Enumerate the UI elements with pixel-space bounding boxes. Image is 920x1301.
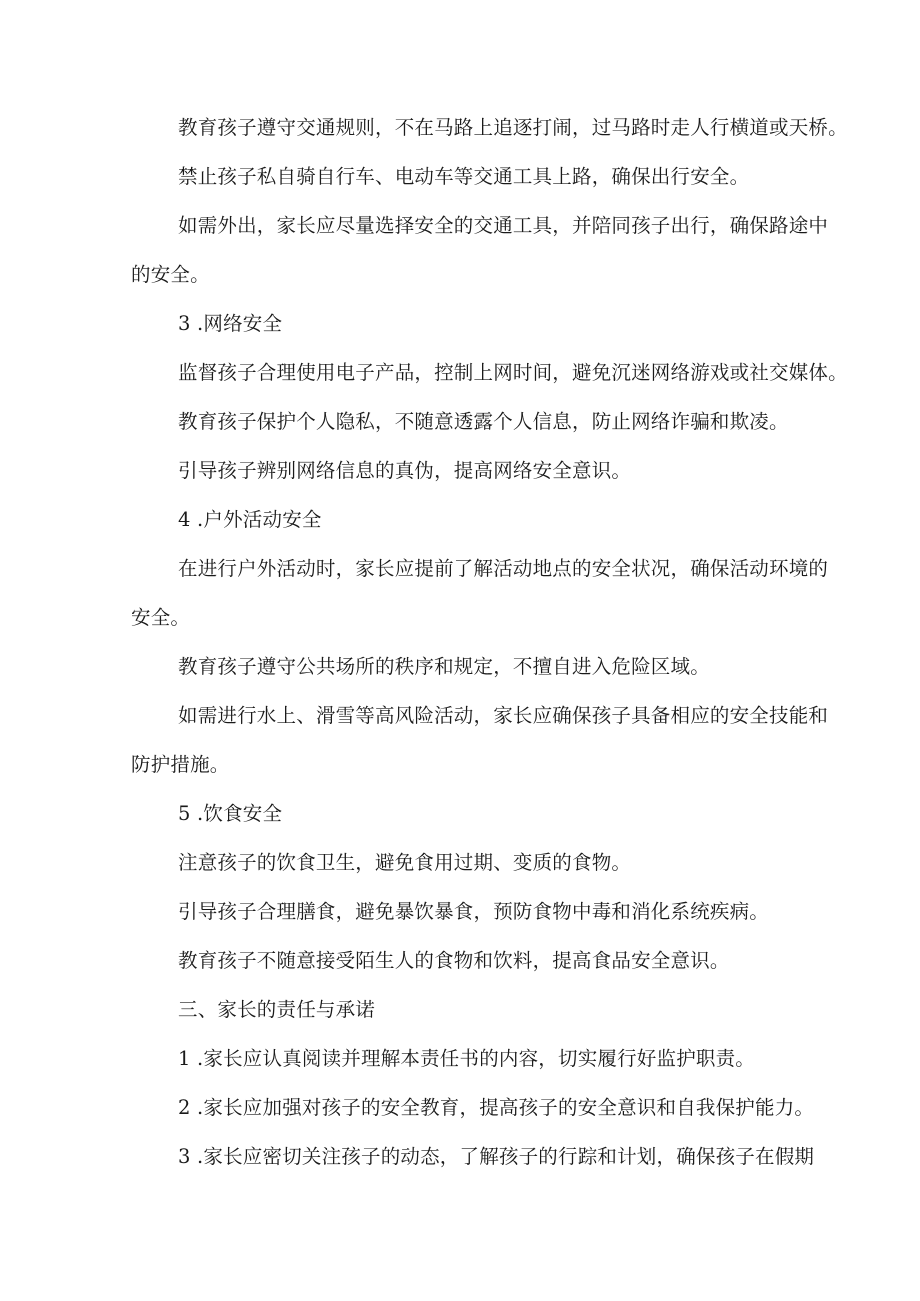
paragraph-no-riding: 禁止孩子私自骑自行车、电动车等交通工具上路，确保出行安全。 bbox=[178, 165, 750, 188]
paragraph-going-out-line1: 如需外出，家长应尽量选择安全的交通工具，并陪同孩子出行，确保路途中 bbox=[178, 214, 829, 237]
paragraph-traffic-rules: 教育孩子遵守交通规则，不在马路上追逐打闹，过马路时走人行横道或天桥。 bbox=[178, 116, 848, 139]
heading-network-safety: 3 .网络安全 bbox=[178, 312, 283, 335]
paragraph-outdoor-line2: 安全。 bbox=[131, 606, 191, 629]
paragraph-info-authenticity: 引导孩子辨别网络信息的真伪，提高网络安全意识。 bbox=[178, 459, 632, 482]
paragraph-public-order: 教育孩子遵守公共场所的秩序和规定，不擅自进入危险区域。 bbox=[178, 655, 710, 678]
paragraph-diet: 引导孩子合理膳食，避免暴饮暴食，预防食物中毒和消化系统疾病。 bbox=[178, 900, 770, 923]
list-item-3: 3 .家长应密切关注孩子的动态，了解孩子的行踪和计划，确保孩子在假期 bbox=[178, 1145, 815, 1168]
paragraph-privacy: 教育孩子保护个人隐私，不随意透露个人信息，防止网络诈骗和欺凌。 bbox=[178, 410, 789, 433]
paragraph-outdoor-line1: 在进行户外活动时，家长应提前了解活动地点的安全状况，确保活动环境的 bbox=[178, 557, 829, 580]
list-item-1: 1 .家长应认真阅读并理解本责任书的内容，切实履行好监护职责。 bbox=[178, 1047, 756, 1070]
heading-outdoor-safety: 4 .户外活动安全 bbox=[178, 508, 322, 531]
paragraph-high-risk-line2: 防护措施。 bbox=[131, 753, 230, 776]
paragraph-high-risk-line1: 如需进行水上、滑雪等高风险活动，家长应确保孩子具备相应的安全技能和 bbox=[178, 704, 829, 727]
paragraph-electronics: 监督孩子合理使用电子产品，控制上网时间，避免沉迷网络游戏或社交媒体。 bbox=[178, 361, 848, 384]
heading-parent-responsibility: 三、家长的责任与承诺 bbox=[178, 998, 376, 1021]
paragraph-going-out-line2: 的安全。 bbox=[131, 263, 210, 286]
paragraph-stranger-food: 教育孩子不随意接受陌生人的食物和饮料，提高食品安全意识。 bbox=[178, 949, 730, 972]
paragraph-food-hygiene: 注意孩子的饮食卫生，避免食用过期、变质的食物。 bbox=[178, 851, 632, 874]
heading-food-safety: 5 .饮食安全 bbox=[178, 802, 283, 825]
list-item-2: 2 .家长应加强对孩子的安全教育，提高孩子的安全意识和自我保护能力。 bbox=[178, 1096, 815, 1119]
